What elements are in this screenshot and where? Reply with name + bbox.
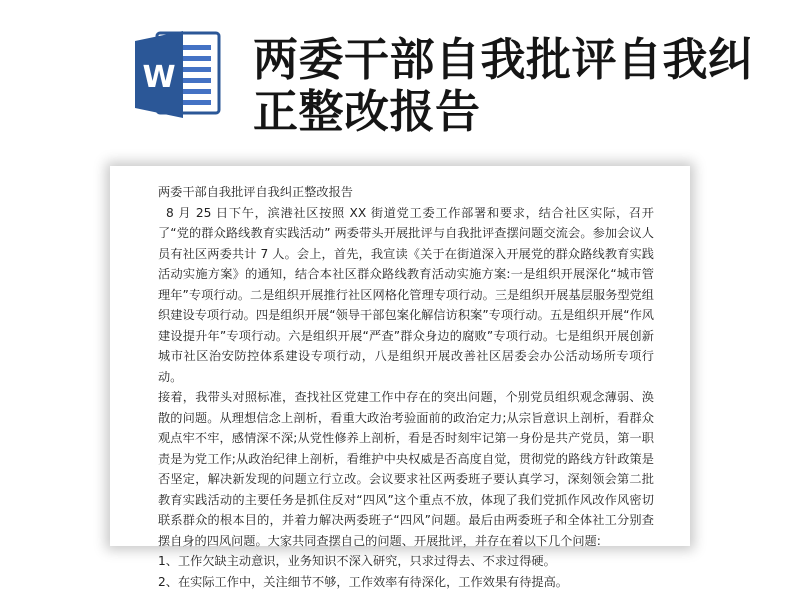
word-icon-letter: W: [142, 60, 175, 95]
page-title: 两委干部自我批评自我纠正整改报告: [253, 34, 773, 138]
document-list-item: 2、在实际工作中，关注细节不够，工作效率有待深化，工作效果有待提高。: [158, 572, 654, 592]
document-heading: 两委干部自我批评自我纠正整改报告: [158, 182, 654, 203]
document-body: [158, 182, 654, 592]
document-paragraph: 接着，我带头对照标准，查找社区党建工作中存在的突出问题，个别党员组织观念薄弱、涣散的问题。从理想信念上剖析，看重大政治考验面前的政治定力;从宗旨意识上剖析，看群众观点牢不牢，感情深不深;从党性修养上剖析，看是否时刻牢记第一身份是共产党员，第一职责是为党工作;从政治纪律上剖析，看维护中央权威是否高度自觉，贯彻党的路线方针政策是否坚定，解决新发现的问题立行立改。会议要求社区两委班子要认真学习，深刻领会第二批教育实践活动的主要任务是抓住反对“四风”这个重点不放，体现了我们党抓作风改作风密切联系群众的根本目的，并着力解决两委班子“四风”问题。最后由两委班子和全体社工分别查摆自身的四风问题。大家共同查摆自己的问题、开展批评，并存在着以下几个问题:: [158, 387, 654, 551]
document-paragraph: 8 月 25 日下午，滨港社区按照 XX 街道党工委工作部署和要求，结合社区实际，召开了“党的群众路线教育实践活动” 两委带头开展批评与自我批评查摆问题交流会。参加会议人员有社区两委共计 7 人。会上，首先，我宣读《关于在街道深入开展党的群众路线教育实践活动实施方案》的通知，结合本社区群众路线教育活动实施方案:一是组织开展深化“城市管理年”专项行动。二是组织开展推行社区网格化管理专项行动。三是组织开展基层服务型党组织建设专项行动。四是组织开展“领导干部包案化解信访积案”专项行动。五是组织开展“作风建设提升年”专项行动。六是组织开展“严查”群众身边的腐败”专项行动。七是组织开展创新城市社区治安防控体系建设专项行动，八是组织开展改善社区居委会办公活动场所专项行动。: [158, 203, 654, 388]
word-document-icon: [133, 27, 223, 122]
document-page: [110, 166, 690, 546]
document-list-item: 1、工作欠缺主动意识，业务知识不深入研究，只求过得去、不求过得硬。: [158, 551, 654, 572]
header: [0, 0, 800, 150]
